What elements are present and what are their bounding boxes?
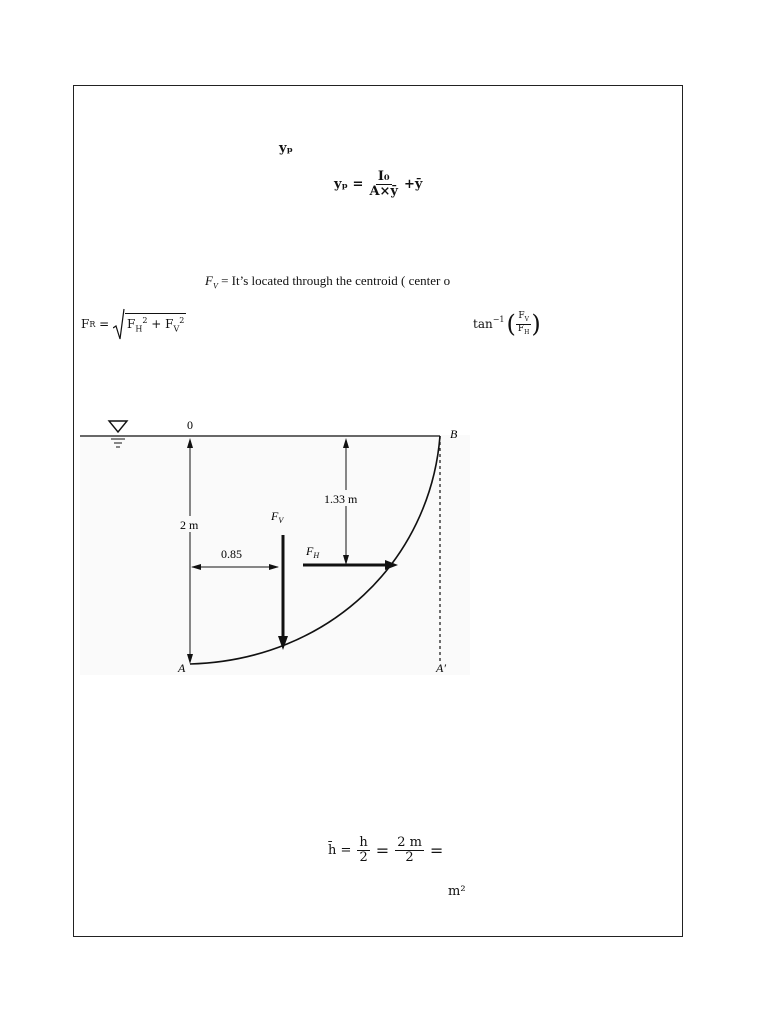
fv-force-label-main: F	[271, 509, 279, 523]
hbar-eq: =	[375, 841, 390, 861]
tan-fraction	[516, 312, 531, 336]
tan-num-text: F	[518, 311, 525, 322]
fr-lhs-sub: R	[89, 319, 96, 329]
fh-force-label-main: F	[306, 544, 314, 558]
fv-offset-label: 0.85	[221, 547, 242, 561]
tan-paren-open: (	[506, 310, 516, 338]
hbar-fraction-2	[395, 836, 424, 866]
fr-lhs: F	[81, 317, 90, 331]
fh-force-label-sub: H	[313, 551, 320, 560]
fr-equation	[81, 308, 186, 340]
sqrt-radical-icon	[113, 308, 125, 340]
tan-sup: −1	[492, 314, 505, 324]
tan-den-text: F	[517, 323, 525, 334]
hbar-den1: 2	[359, 850, 368, 866]
unit-m2-text: m²	[448, 884, 466, 899]
tan-den-sub: H	[524, 328, 530, 336]
label-o: 0	[187, 418, 193, 432]
fr-t2-sup: 2	[179, 315, 185, 325]
hbar-num2: 2 m	[397, 835, 422, 850]
hbar-lhs: h̄ =	[328, 843, 352, 859]
unit-m2	[448, 884, 466, 899]
fr-t1-sup: 2	[142, 315, 148, 325]
hbar-eq2: =	[429, 841, 444, 861]
hbar-fraction-1	[357, 836, 369, 866]
fr-t2-sub: V	[173, 324, 180, 334]
yp-eq-rhs: +ȳ	[404, 177, 423, 193]
fv-location-line	[205, 273, 450, 291]
yp-equation	[334, 170, 422, 200]
hbar-den2: 2	[405, 850, 414, 866]
tan-paren-close: )	[531, 310, 541, 338]
fv-var-sub: V	[212, 281, 218, 291]
fr-eq: =	[95, 317, 114, 331]
tan-fn: tan	[473, 317, 493, 331]
fr-plus: + F	[147, 316, 174, 331]
hbar-num1: h	[359, 835, 368, 850]
fv-force-label-sub: V	[278, 516, 284, 525]
yp-eq-num: I₀	[377, 169, 390, 184]
sqrt-content	[125, 313, 186, 333]
fv-rest: = It’s located through the centroid ( center o	[217, 273, 451, 288]
fv-var: F	[205, 273, 213, 288]
figure-background	[80, 435, 470, 675]
label-a: A	[178, 661, 186, 675]
hbar-equation	[328, 836, 443, 866]
gate-figure	[80, 410, 470, 680]
yp-label-text: yₚ	[279, 141, 294, 156]
label-a-prime: A′	[436, 661, 446, 675]
depth-label: 2 m	[180, 518, 199, 532]
tan-equation	[473, 312, 541, 336]
water-level-icon	[109, 421, 127, 432]
label-b: B	[450, 427, 458, 441]
tan-num-sub: V	[524, 315, 529, 323]
fh-depth-label: 1.33 m	[324, 492, 358, 506]
yp-eq-den: A×ȳ	[369, 184, 398, 200]
fr-t1: F	[127, 316, 136, 331]
fr-t1-sub: H	[135, 324, 143, 334]
yp-eq-fraction	[367, 170, 400, 200]
yp-eq-lhs: yₚ =	[334, 177, 364, 193]
tan-den	[516, 325, 531, 336]
yp-label	[279, 141, 293, 156]
